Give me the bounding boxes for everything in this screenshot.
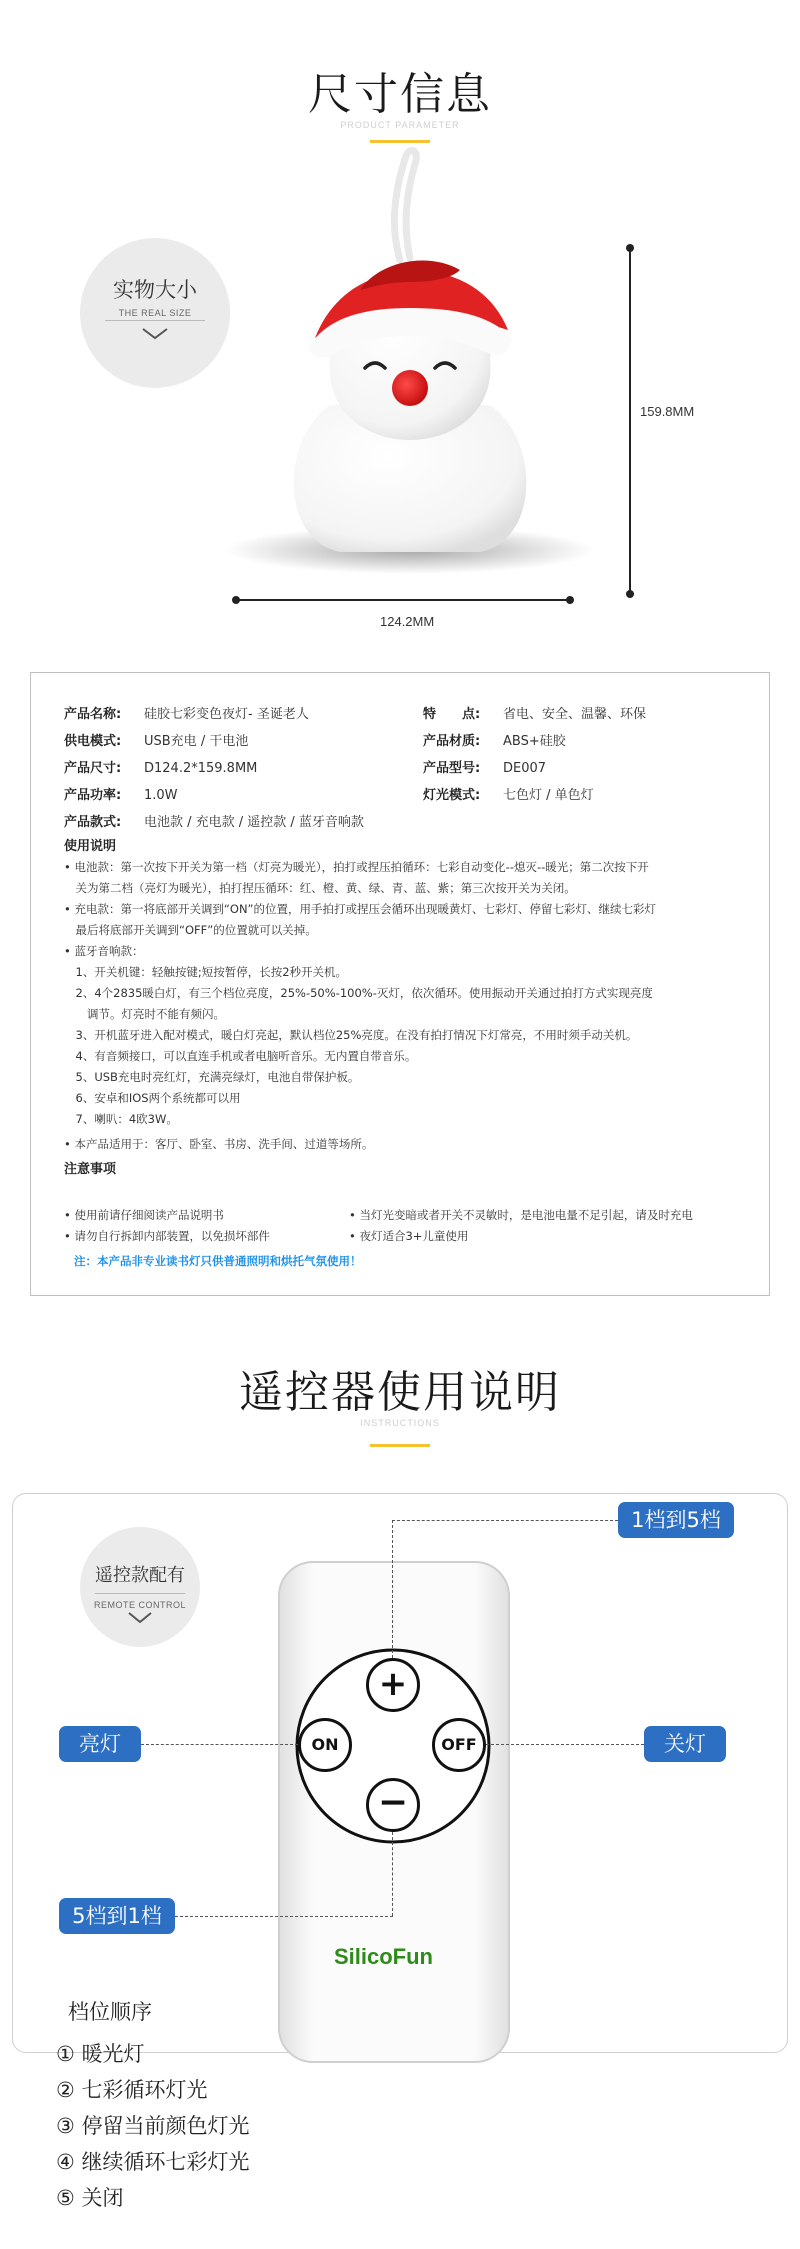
note-item: • 夜灯适合3+儿童使用	[349, 1229, 469, 1243]
section-title-remote: 遥控器使用说明	[239, 1367, 561, 1418]
usage-line: • 蓝牙音响款：	[64, 944, 144, 958]
usage-section	[64, 836, 656, 1180]
note-item: • 使用前请仔细阅读产品说明书	[64, 1208, 224, 1222]
usage-line: • 电池款：第一次按下开关为第一档（灯亮为暖光），拍打或捏压拍循环：七彩自动变化--熄灭--暖光；第二次按下开	[64, 860, 649, 874]
badge-main-text: 实物大小	[113, 278, 197, 302]
order-heading: 档位顺序	[68, 2000, 152, 2024]
spec-wattage: 产品功率: 1.0W	[64, 788, 178, 803]
minus-button[interactable]: −	[366, 1778, 420, 1832]
tag-light-off: 关灯	[644, 1726, 726, 1762]
spec-light-mode: 灯光模式: 七色灯 / 单色灯	[423, 788, 594, 803]
notes-left	[64, 1205, 270, 1247]
usage-line: 4、有音频接口，可以直连手机或者电脑听音乐。无内置自带音乐。	[64, 1049, 417, 1063]
notes-right	[349, 1205, 693, 1247]
warning-text: 注：本产品非专业读书灯只供普通照明和烘托气氛使用！	[74, 1254, 362, 1268]
spec-box	[30, 672, 770, 1296]
width-dimension-label: 124.2MM	[380, 614, 435, 629]
usage-line: 7、喇叭：4欧3W。	[64, 1112, 178, 1126]
notes-heading: 注意事项	[64, 1162, 117, 1177]
order-item: ① 暖光灯	[56, 2042, 145, 2066]
height-dimension-label: 159.8MM	[640, 404, 695, 419]
usage-line: 5、USB充电时亮红灯，充满亮绿灯，电池自带保护板。	[64, 1070, 360, 1084]
leader-line	[141, 1744, 298, 1745]
badge-divider	[95, 1593, 185, 1594]
height-dimension-line	[620, 242, 640, 604]
plus-button[interactable]: +	[366, 1658, 420, 1712]
tag-light-on: 亮灯	[59, 1726, 141, 1762]
usage-line: 1、开关机键：轻触按键;短按暂停，长按2秒开关机。	[64, 965, 348, 979]
leader-line	[392, 1520, 618, 1521]
badge-main-text: 遥控款配有	[95, 1565, 185, 1586]
badge-sub-text: REMOTE CONTROL	[93, 1600, 186, 1610]
badge-divider	[105, 320, 205, 321]
usage-line: 调节。灯亮时不能有频闪。	[64, 1007, 225, 1021]
order-item: ⑤ 关闭	[56, 2186, 124, 2210]
spec-features: 特 点: 省电、安全、温馨、环保	[423, 707, 647, 722]
tag-level-up: 1档到5档	[618, 1502, 734, 1538]
usage-line: 2、4个2835暖白灯，有三个档位亮度，25%-50%-100%-灭灯，依次循环。使用振动开关通过拍打方式实现亮度	[64, 986, 653, 1000]
spec-model: 产品型号: DE007	[423, 761, 547, 776]
off-button[interactable]: OFF	[432, 1718, 486, 1772]
leader-line	[486, 1744, 644, 1745]
usage-line: 6、安卓和IOS两个系统都可以用	[64, 1091, 241, 1105]
chevron-down-icon	[135, 325, 175, 343]
usage-line: 关为第二档（亮灯为暖光），拍打捏压循环：红、橙、黄、绿、青、蓝、紫；第三次按开关为关闭。	[64, 881, 576, 895]
width-dimension-line	[230, 590, 580, 610]
order-item: ③ 停留当前颜色灯光	[56, 2114, 250, 2138]
badge-sub-text: THE REAL SIZE	[118, 308, 192, 318]
leader-line	[392, 1832, 393, 1916]
leader-line	[392, 1520, 393, 1658]
order-item: ④ 继续循环七彩灯光	[56, 2150, 250, 2174]
spec-power-mode: 供电模式: USB充电 / 干电池	[64, 734, 249, 749]
usage-line: • 本产品适用于：客厅、卧室、书房、洗手间、过道等场所。	[64, 1137, 374, 1151]
real-size-badge	[80, 238, 230, 388]
section-title-size: 尺寸信息	[308, 69, 492, 120]
spec-style: 产品款式: 电池款 / 充电款 / 遥控款 / 蓝牙音响款	[64, 815, 364, 830]
section-subtitle-size: PRODUCT PARAMETER	[340, 120, 460, 130]
spec-size: 产品尺寸: D124.2*159.8MM	[64, 761, 258, 776]
chevron-down-icon	[122, 1610, 158, 1626]
spec-material: 产品材质: ABS+硅胶	[423, 734, 566, 749]
spec-name: 产品名称: 硅胶七彩变色夜灯- 圣诞老人	[64, 707, 309, 722]
leader-line	[175, 1916, 393, 1917]
title-underline	[370, 1444, 430, 1447]
usage-heading: 使用说明	[64, 839, 117, 854]
brand-logo: SilicoFun	[334, 1944, 433, 1969]
section-subtitle-remote: INSTRUCTIONS	[360, 1418, 440, 1428]
order-item: ② 七彩循环灯光	[56, 2078, 208, 2102]
note-item: • 当灯光变暗或者开关不灵敏时，是电池电量不足引起，请及时充电	[349, 1208, 693, 1222]
usage-line: • 充电款：第一将底部开关调到“ON”的位置，用手拍打或捏压会循环出现暖黄灯、七彩灯、停留七彩灯、继续七彩灯	[64, 902, 657, 916]
on-button[interactable]: ON	[298, 1718, 352, 1772]
santa-lamp-image	[210, 140, 600, 580]
usage-line: 3、开机蓝牙进入配对模式，暖白灯亮起，默认档位25%亮度。在没有拍打情况下灯常亮，不用时须手动关机。	[64, 1028, 638, 1042]
remote-badge	[80, 1527, 200, 1647]
note-item: • 请勿自行拆卸内部装置，以免损坏部件	[64, 1229, 270, 1243]
usage-line: 最后将底部开关调到“OFF”的位置就可以关掉。	[64, 923, 317, 937]
tag-level-down: 5档到1档	[59, 1898, 175, 1934]
